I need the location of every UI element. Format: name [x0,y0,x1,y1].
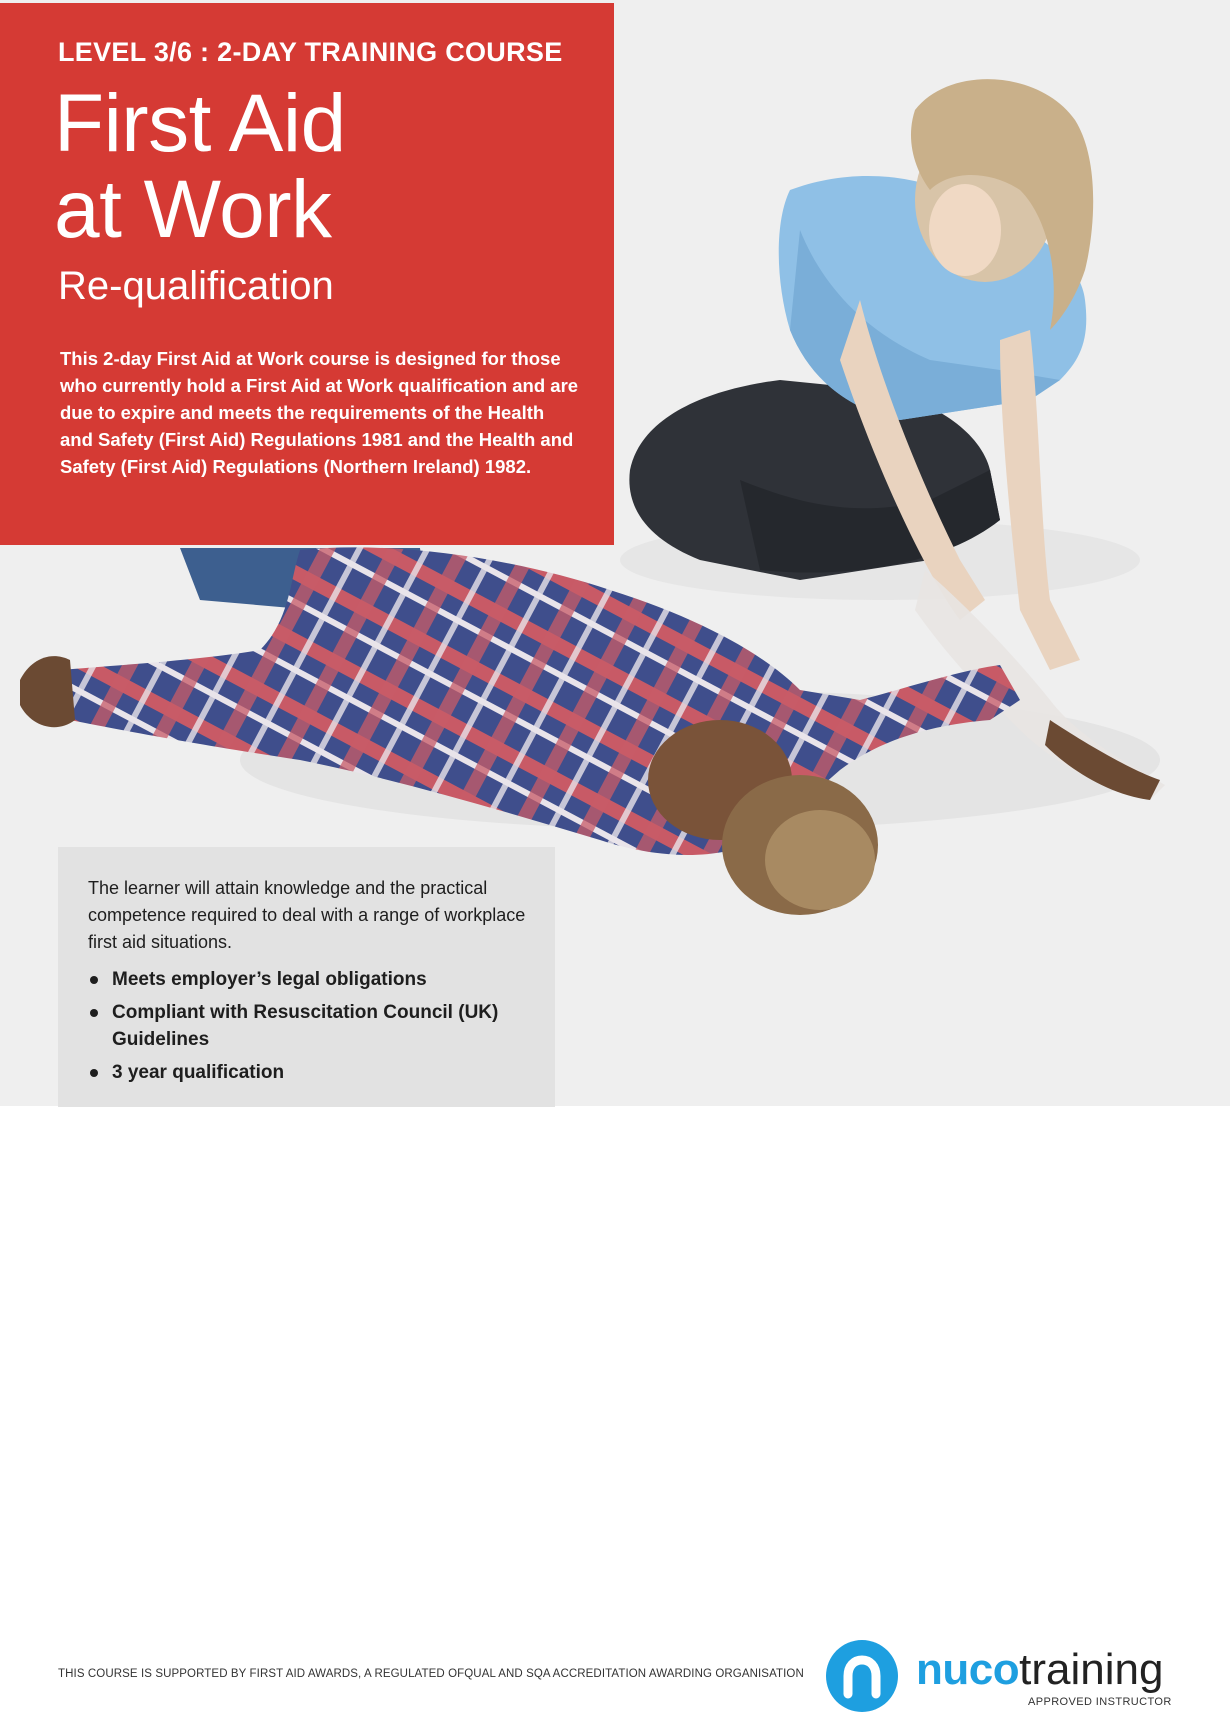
benefit-item: Meets employer’s legal obligations [88,966,525,993]
learner-info-text: The learner will attain knowledge and the practical competence required to deal with a range of workplace first aid situations. [88,878,526,952]
nuco-training-logo [916,1640,1163,1700]
course-title-line-2: at Work [54,164,332,255]
course-level-kicker: LEVEL 3/6 : 2-DAY TRAINING COURSE [58,37,563,67]
course-intro: This 2-day First Aid at Work course is designed for those who currently hold a First Aid at Work qualification and are due to expire and meets the requirements of the Health and Safety (First Aid) Regulations 1981 and the Health and Safety (First Aid) Regulations (Northern Ireland) 1982. [60,348,579,477]
course-title-line-1: First Aid [54,78,346,169]
course-header-panel [0,3,614,545]
nuco-logo-icon [826,1640,898,1712]
logo-nuco-text: nuco [916,1645,1020,1694]
logo-training-text: training [1019,1645,1164,1694]
course-title [54,78,574,255]
course-subtitle: Re-qualification [58,264,334,308]
benefit-list [88,966,525,1086]
approved-instructor-label: APPROVED INSTRUCTOR [1028,1696,1172,1708]
benefit-item: Compliant with Resuscitation Council (UK) Guidelines [88,999,525,1053]
learner-info-box [58,847,555,1107]
benefit-item: 3 year qualification [88,1059,525,1086]
accreditation-note: THIS COURSE IS SUPPORTED BY FIRST AID AWARDS, A REGULATED OFQUAL AND SQA ACCREDITATION AWARDING ORGANISATION [58,1668,804,1680]
